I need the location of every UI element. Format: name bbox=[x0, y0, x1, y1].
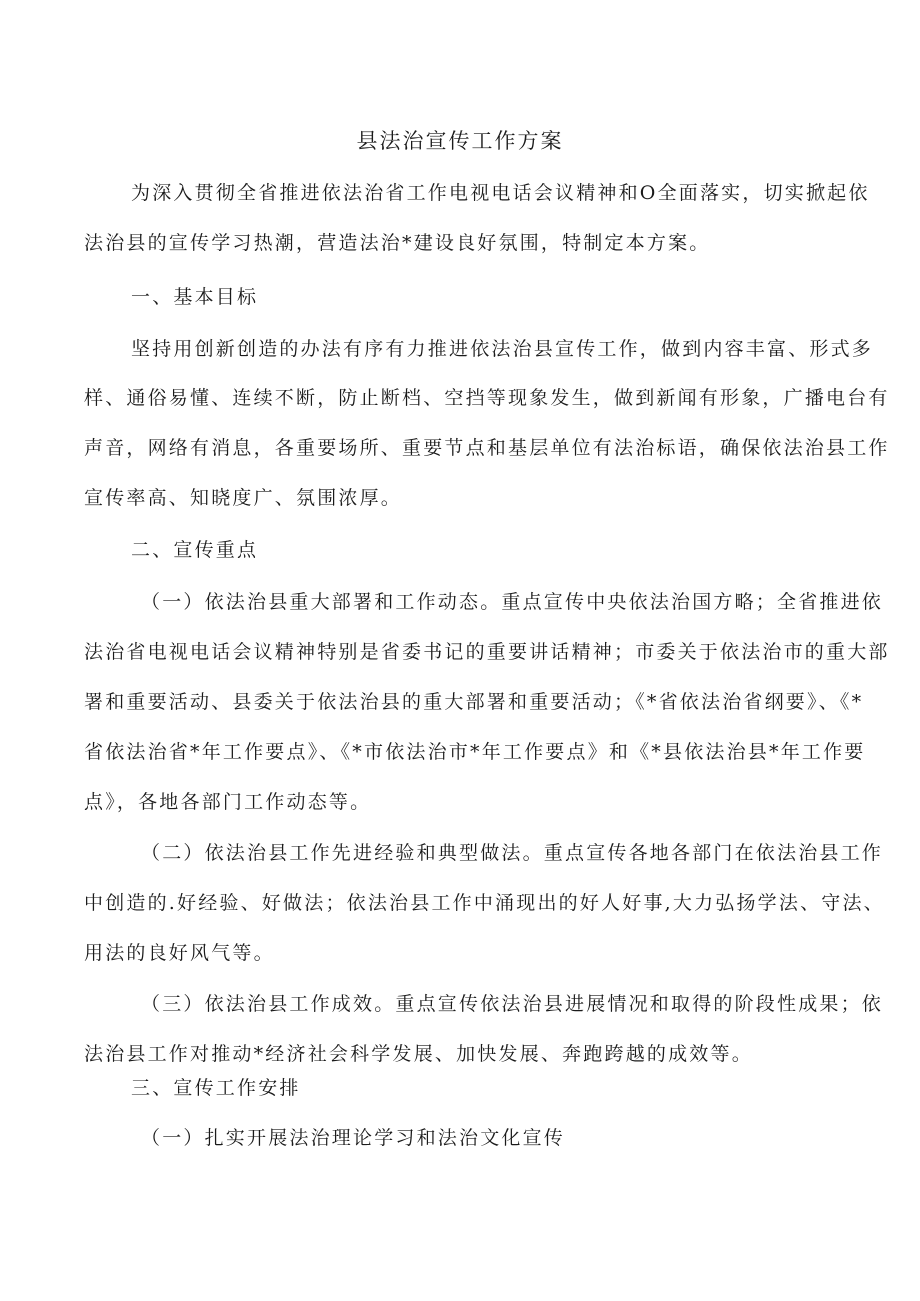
subheading-arrangement-1: （一）扎实开展法治理论学习和法治文化宣传 bbox=[141, 1127, 566, 1149]
document-title: 县法治宣传工作方案 bbox=[356, 129, 564, 153]
paragraph-goal-line-3: 声音，网络有消息，各重要场所、重要节点和基层单位有法治标语，确保依法治县工作 bbox=[84, 437, 890, 459]
heading-publicity-focus: 二、宣传重点 bbox=[131, 539, 259, 561]
paragraph-intro-line-1: 为深入贯彻全省推进依法治省工作电视电话会议精神和O全面落实，切实掀起依 bbox=[131, 182, 870, 204]
paragraph-focus2-line-1: （二）依法治县工作先进经验和典型做法。重点宣传各地各部门在依法治县工作 bbox=[141, 842, 884, 864]
paragraph-goal-line-4: 宣传率高、知晓度广、氛围浓厚。 bbox=[84, 487, 403, 509]
paragraph-focus2-line-3: 用法的良好风气等。 bbox=[84, 942, 275, 964]
paragraph-intro-line-2: 法治县的宣传学习热潮，营造法治*建设良好氛围，特制定本方案。 bbox=[84, 232, 711, 254]
paragraph-focus1-line-4: 省依法治省*年工作要点》、《*市依法治市*年工作要点》和《*县依法治县*年工作要 bbox=[84, 741, 866, 763]
heading-basic-goal: 一、基本目标 bbox=[131, 286, 259, 308]
paragraph-focus1-line-2: 法治省电视电话会议精神特别是省委书记的重要讲话精神；市委关于依法治市的重大部 bbox=[84, 641, 890, 663]
paragraph-focus1-line-1: （一）依法治县重大部署和工作动态。重点宣传中央依法治国方略；全省推进依 bbox=[141, 591, 884, 613]
paragraph-focus1-line-3: 署和重要活动、县委关于依法治县的重大部署和重要活动；《*省依法治省纲要》、《* bbox=[84, 691, 864, 713]
paragraph-focus2-line-2: 中创造的.好经验、好做法；依法治县工作中涌现出的好人好事,大力弘扬学法、守法、 bbox=[84, 892, 885, 914]
paragraph-goal-line-2: 样、通俗易懂、连续不断，防止断档、空挡等现象发生，做到新闻有形象，广播电台有 bbox=[84, 387, 890, 409]
paragraph-focus1-line-5: 点》，各地各部门工作动态等。 bbox=[84, 791, 372, 813]
paragraph-focus3-line-1: （三）依法治县工作成效。重点宣传依法治县进展情况和取得的阶段性成果；依 bbox=[141, 993, 884, 1015]
paragraph-goal-line-1: 坚持用创新创造的办法有序有力推进依法治县宣传工作，做到内容丰富、形式多 bbox=[131, 338, 874, 360]
heading-publicity-arrangement: 三、宣传工作安排 bbox=[131, 1077, 301, 1099]
paragraph-focus3-line-2: 法治县工作对推动*经济社会科学发展、加快发展、奔跑跨越的成效等。 bbox=[84, 1043, 753, 1065]
